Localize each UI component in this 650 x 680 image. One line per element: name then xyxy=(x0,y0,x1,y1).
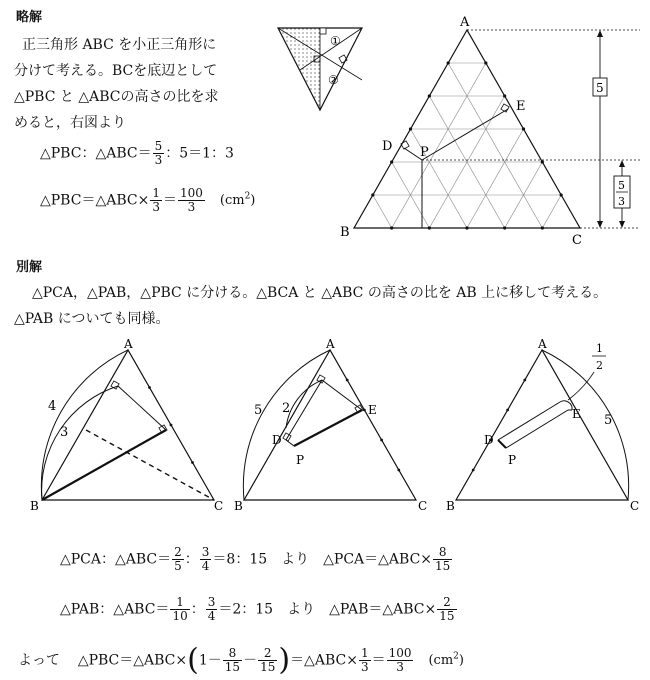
brief-eq1 xyxy=(40,140,234,167)
eq2-equals: ＝ xyxy=(162,192,177,209)
grid-dot xyxy=(503,94,506,97)
tick-dot xyxy=(506,409,509,412)
grid-dot xyxy=(541,160,544,163)
grid-dot xyxy=(447,61,450,64)
brief-eq2 xyxy=(40,184,255,214)
r3-one: 1－ xyxy=(198,652,222,669)
grid-dot xyxy=(503,226,506,229)
alt-line1: △PCA，△PAB，△PBC に分ける。△BCA と △ABC の高さの比を AB 上に移して考える。 xyxy=(32,285,608,301)
eq2-unit: $(cm^2)$ xyxy=(219,192,256,209)
grid-dot xyxy=(390,226,393,229)
r3-minus: － xyxy=(243,652,258,669)
brief-para4: めると，右図より xyxy=(14,115,126,131)
fig2-label-C: C xyxy=(418,499,428,513)
fig1-label-A: A xyxy=(124,338,133,351)
label-circle-1: ① xyxy=(330,34,341,48)
grid-dot xyxy=(541,226,544,229)
r2-frac-b: $\frac{3}{4}$ xyxy=(207,595,216,623)
fig3-half-den: 2 xyxy=(596,359,603,372)
label-C: C xyxy=(572,233,582,245)
r1-frac-a: $\frac{2}{5}$ xyxy=(174,545,182,573)
label-D: D xyxy=(382,139,393,154)
fig1-arc-label-3: 3 xyxy=(60,425,69,440)
grid-line xyxy=(411,129,468,228)
grid-dot xyxy=(465,226,468,229)
fig3-label-C: C xyxy=(630,499,640,513)
r1-frac-c: $\frac{8}{15}$ xyxy=(435,545,451,573)
r1-left: △PCA：△ABC＝ xyxy=(60,551,172,568)
main-triangle-figure xyxy=(330,10,650,245)
eq2-fraction-2: $\frac{100}{3}$ xyxy=(179,185,203,214)
r3-eq: ＝ xyxy=(371,652,386,669)
fig1-label-B: B xyxy=(30,499,39,513)
tick-dot xyxy=(191,461,194,464)
r1-mid: ＝8：15 より △PCA＝△ABC× xyxy=(212,551,433,568)
grid-dot xyxy=(390,160,393,163)
r1-colon: ： xyxy=(184,551,199,568)
alt-heading: 別解 xyxy=(16,260,43,275)
tick-dot xyxy=(363,409,366,412)
fig1-label-C: C xyxy=(214,499,224,513)
eq1-fraction: $\frac{5}{3}$ xyxy=(154,139,163,167)
tick-dot xyxy=(523,379,526,382)
alt-figure-2 xyxy=(232,338,442,518)
grid-dots xyxy=(371,61,563,229)
fig2-label-B: B xyxy=(234,499,243,513)
p-perpendicular-ac xyxy=(422,109,508,160)
r3-left: △PBC＝△ABC× xyxy=(77,652,188,669)
tick-dot xyxy=(397,469,400,472)
r1-frac-b: $\frac{3}{4}$ xyxy=(201,545,210,573)
grid-dot xyxy=(409,127,412,130)
tick-dot xyxy=(380,439,383,442)
fig1-arc-label-4: 4 xyxy=(48,399,57,414)
fig2-label-A: A xyxy=(326,338,335,351)
fig3-label-P: P xyxy=(508,453,517,467)
r2-frac-c: $\frac{2}{15}$ xyxy=(439,595,455,623)
tick-dot xyxy=(346,379,349,382)
r3-frac-b: $\frac{2}{15}$ xyxy=(260,645,276,674)
fig3-label-D: D xyxy=(484,433,494,447)
calc-row-1 xyxy=(60,546,453,573)
r2-left: △PAB：△ABC＝ xyxy=(60,601,170,618)
r2-colon: ： xyxy=(190,601,205,618)
grid-line xyxy=(542,195,561,228)
label-B: B xyxy=(340,225,350,240)
r3-frac-d: $\frac{100}{3}$ xyxy=(388,645,412,674)
tick-dot xyxy=(472,469,475,472)
r3-yotte: よって xyxy=(18,652,60,669)
tick-dot xyxy=(170,424,173,427)
fig2-label-D: D xyxy=(272,433,282,447)
label-circle-2: ② xyxy=(328,73,339,87)
eq2-left: △PBC＝△ABC× xyxy=(40,192,150,209)
r3-frac-c: $\frac{1}{3}$ xyxy=(360,645,369,674)
dim-label-5-3-num: 5 xyxy=(618,179,625,192)
fig3-label-B: B xyxy=(446,499,455,513)
calc-row-2 xyxy=(60,596,458,623)
eq2-fraction-1: $\frac{1}{3}$ xyxy=(152,185,160,214)
r3-mid: ＝△ABC× xyxy=(290,652,358,669)
grid-dot xyxy=(522,127,525,130)
fig2-arc-label-5: 5 xyxy=(254,403,263,418)
label-E: E xyxy=(516,99,526,114)
grid-line xyxy=(467,129,524,228)
label-A: A xyxy=(460,15,470,30)
label-P: P xyxy=(420,145,429,160)
dim-label-5-3-den: 3 xyxy=(618,195,625,208)
grid-dot xyxy=(428,226,431,229)
r3-unit: $(cm^2)$ xyxy=(428,652,464,669)
alt-figure-1 xyxy=(20,338,240,518)
eq1-left: △PBC：△ABC＝ xyxy=(40,145,152,162)
brief-heading: 略解 xyxy=(16,10,43,25)
fig3-label-A: A xyxy=(538,338,547,351)
grid-line xyxy=(448,63,542,228)
dim-label-5: 5 xyxy=(596,81,604,95)
grid-line xyxy=(392,63,486,228)
fig3-half-num: 1 xyxy=(596,342,603,355)
tick-dot xyxy=(148,386,151,389)
fig3-label-E: E xyxy=(572,407,581,421)
grid-dot xyxy=(371,193,374,196)
fig2-label-P: P xyxy=(296,453,305,467)
grid-dot xyxy=(428,94,431,97)
r2-mid: ＝2：15 より △PAB＝△ABC× xyxy=(218,601,437,618)
r2-frac-a: $\frac{1}{10}$ xyxy=(172,595,188,623)
fig2-arc-label-2: 2 xyxy=(282,401,291,416)
fig2-bold-line xyxy=(294,410,362,446)
grid-line xyxy=(373,195,392,228)
brief-para2: 分けて考える。BCを底辺として xyxy=(14,63,218,79)
fig2-label-E: E xyxy=(368,403,377,417)
eq1-right: ：5＝1：3 xyxy=(165,145,234,162)
grid-dot xyxy=(560,193,563,196)
fig3-arc-label-5: 5 xyxy=(604,413,613,428)
r3-frac-a: $\frac{8}{15}$ xyxy=(224,645,241,674)
brief-para1: 正三角形 ABC を小正三角形に xyxy=(22,37,217,53)
grid-dot xyxy=(484,61,487,64)
calc-row-3: よって △PBC＝△ABC×(1－ $\frac{8}{15}$ － $\frac{2}{15}$ )＝△ABC× $\frac{1}{3}$ ＝ $\frac{100}{3}$ $(cm^2)$ xyxy=(18,642,464,678)
brief-para3: △PBC と △ABCの高さの比を求 xyxy=(14,89,219,105)
alt-figure-3 xyxy=(444,338,650,518)
alt-line2: △PAB についても同様。 xyxy=(14,311,170,327)
